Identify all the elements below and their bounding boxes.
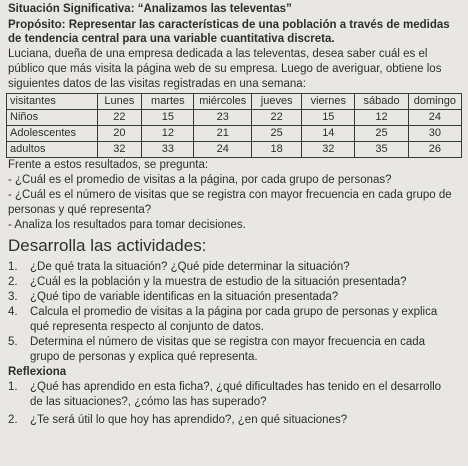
item-text: [30, 380, 462, 410]
item-text: [30, 335, 462, 365]
activities-heading: Desarrolla las actividades:: [8, 236, 207, 255]
list-item: [8, 335, 462, 365]
item-number: 2.: [8, 414, 18, 426]
row-label: adultos: [7, 142, 98, 158]
table-cell: 12: [142, 126, 194, 142]
questions-lead: Frente a estos resultados, se pregunta:: [8, 159, 209, 171]
item-line: Determina el número de visitas que se registra con mayor frecuencia en cada: [30, 336, 426, 348]
table-cell: 24: [408, 110, 461, 126]
table-cell: 33: [142, 142, 194, 158]
table-cell: 35: [355, 142, 408, 158]
item-line: qué representa respecto al conjunto de datos.: [30, 321, 264, 333]
table-cell: 32: [97, 142, 142, 158]
item-line: Calcula el promedio de visitas a la página por cada grupo de personas y explica: [30, 306, 438, 318]
header-cell: domingo: [408, 94, 461, 110]
item-number: 1.: [8, 261, 18, 273]
table-cell: 26: [408, 142, 461, 158]
table-cell: 12: [355, 110, 408, 126]
item-number: 2.: [8, 276, 18, 288]
table-header-row: [7, 94, 462, 110]
list-item: [8, 413, 462, 428]
header-cell: Lunes: [97, 94, 142, 110]
list-item: [8, 305, 462, 335]
intro-line-1: Luciana, dueña de una empresa dedicada a las televentas, desea saber cuál es el: [8, 48, 428, 60]
item-number: 5.: [8, 336, 18, 348]
worksheet-title: Situación Significativa: “Analizamos las televentas”: [8, 3, 292, 15]
item-text: ¿Te será útil lo que hoy has aprendido?, ¿en qué situaciones?: [30, 414, 348, 426]
table-cell: 24: [194, 142, 252, 158]
item-number: 3.: [8, 291, 18, 303]
table-cell: 22: [97, 110, 142, 126]
item-line: grupo de personas y explica qué representa.: [30, 351, 258, 363]
question-1: - ¿Cuál es el promedio de visitas a la página, por cada grupo de personas?: [8, 174, 392, 186]
reflection-list: [8, 380, 462, 428]
header-cell: sábado: [355, 94, 408, 110]
list-item: [8, 380, 462, 410]
item-text: ¿Qué tipo de variable identificas en la situación presentada?: [30, 291, 339, 303]
item-line: de las situaciones?, ¿cómo las has superado?: [30, 396, 267, 408]
item-number: 4.: [8, 306, 18, 318]
item-number: 1.: [8, 381, 18, 393]
table-cell: 22: [252, 110, 302, 126]
header-cell: viernes: [302, 94, 355, 110]
question-3: - Analiza los resultados para tomar decisiones.: [8, 219, 246, 231]
purpose-statement: Propósito: Representar las características de una población a través de medidas de tendencia central para una variable cuantitativa discreta.: [8, 19, 450, 45]
table-cell: 21: [194, 126, 252, 142]
question-2: - ¿Cuál es el número de visitas que se registra con mayor frecuencia en cada grupo de: [8, 189, 452, 201]
intro-line-2: público que más visita la página web de su empresa. Luego de averiguar, obtiene los: [8, 63, 442, 75]
header-cell: martes: [142, 94, 194, 110]
table-row: [7, 110, 462, 126]
row-label: Niños: [7, 110, 98, 126]
table-cell: 30: [408, 126, 461, 142]
visits-table: [6, 93, 462, 158]
question-2-continued: personas y qué representa?: [8, 204, 152, 216]
table-cell: 23: [194, 110, 252, 126]
header-cell: visitantes: [7, 94, 98, 110]
table-cell: 15: [142, 110, 194, 126]
header-cell: jueves: [252, 94, 302, 110]
item-line: ¿Qué has aprendido en esta ficha?, ¿qué dificultades has tenido en el desarrollo: [30, 381, 442, 393]
item-text: ¿De qué trata la situación? ¿Qué pide determinar la situación?: [30, 261, 350, 273]
table-row: [7, 142, 462, 158]
table-cell: 32: [302, 142, 355, 158]
list-item: [8, 260, 462, 275]
item-text: ¿Cuál es la población y la muestra de estudio de la situación presentada?: [30, 276, 407, 288]
table-cell: 25: [355, 126, 408, 142]
table-cell: 20: [97, 126, 142, 142]
table-cell: 18: [252, 142, 302, 158]
list-item: [8, 275, 462, 290]
reflection-heading: Reflexiona: [8, 366, 67, 378]
intro-line-3: siguientes datos de las visitas registradas en una semana:: [8, 78, 306, 90]
table-cell: 15: [302, 110, 355, 126]
table-cell: 25: [252, 126, 302, 142]
item-text: [30, 305, 462, 335]
list-item: [8, 290, 462, 305]
header-cell: miércoles: [194, 94, 252, 110]
table-cell: 14: [302, 126, 355, 142]
row-label: Adolescentes: [7, 126, 98, 142]
activities-list: [8, 260, 462, 365]
table-row: [7, 126, 462, 142]
